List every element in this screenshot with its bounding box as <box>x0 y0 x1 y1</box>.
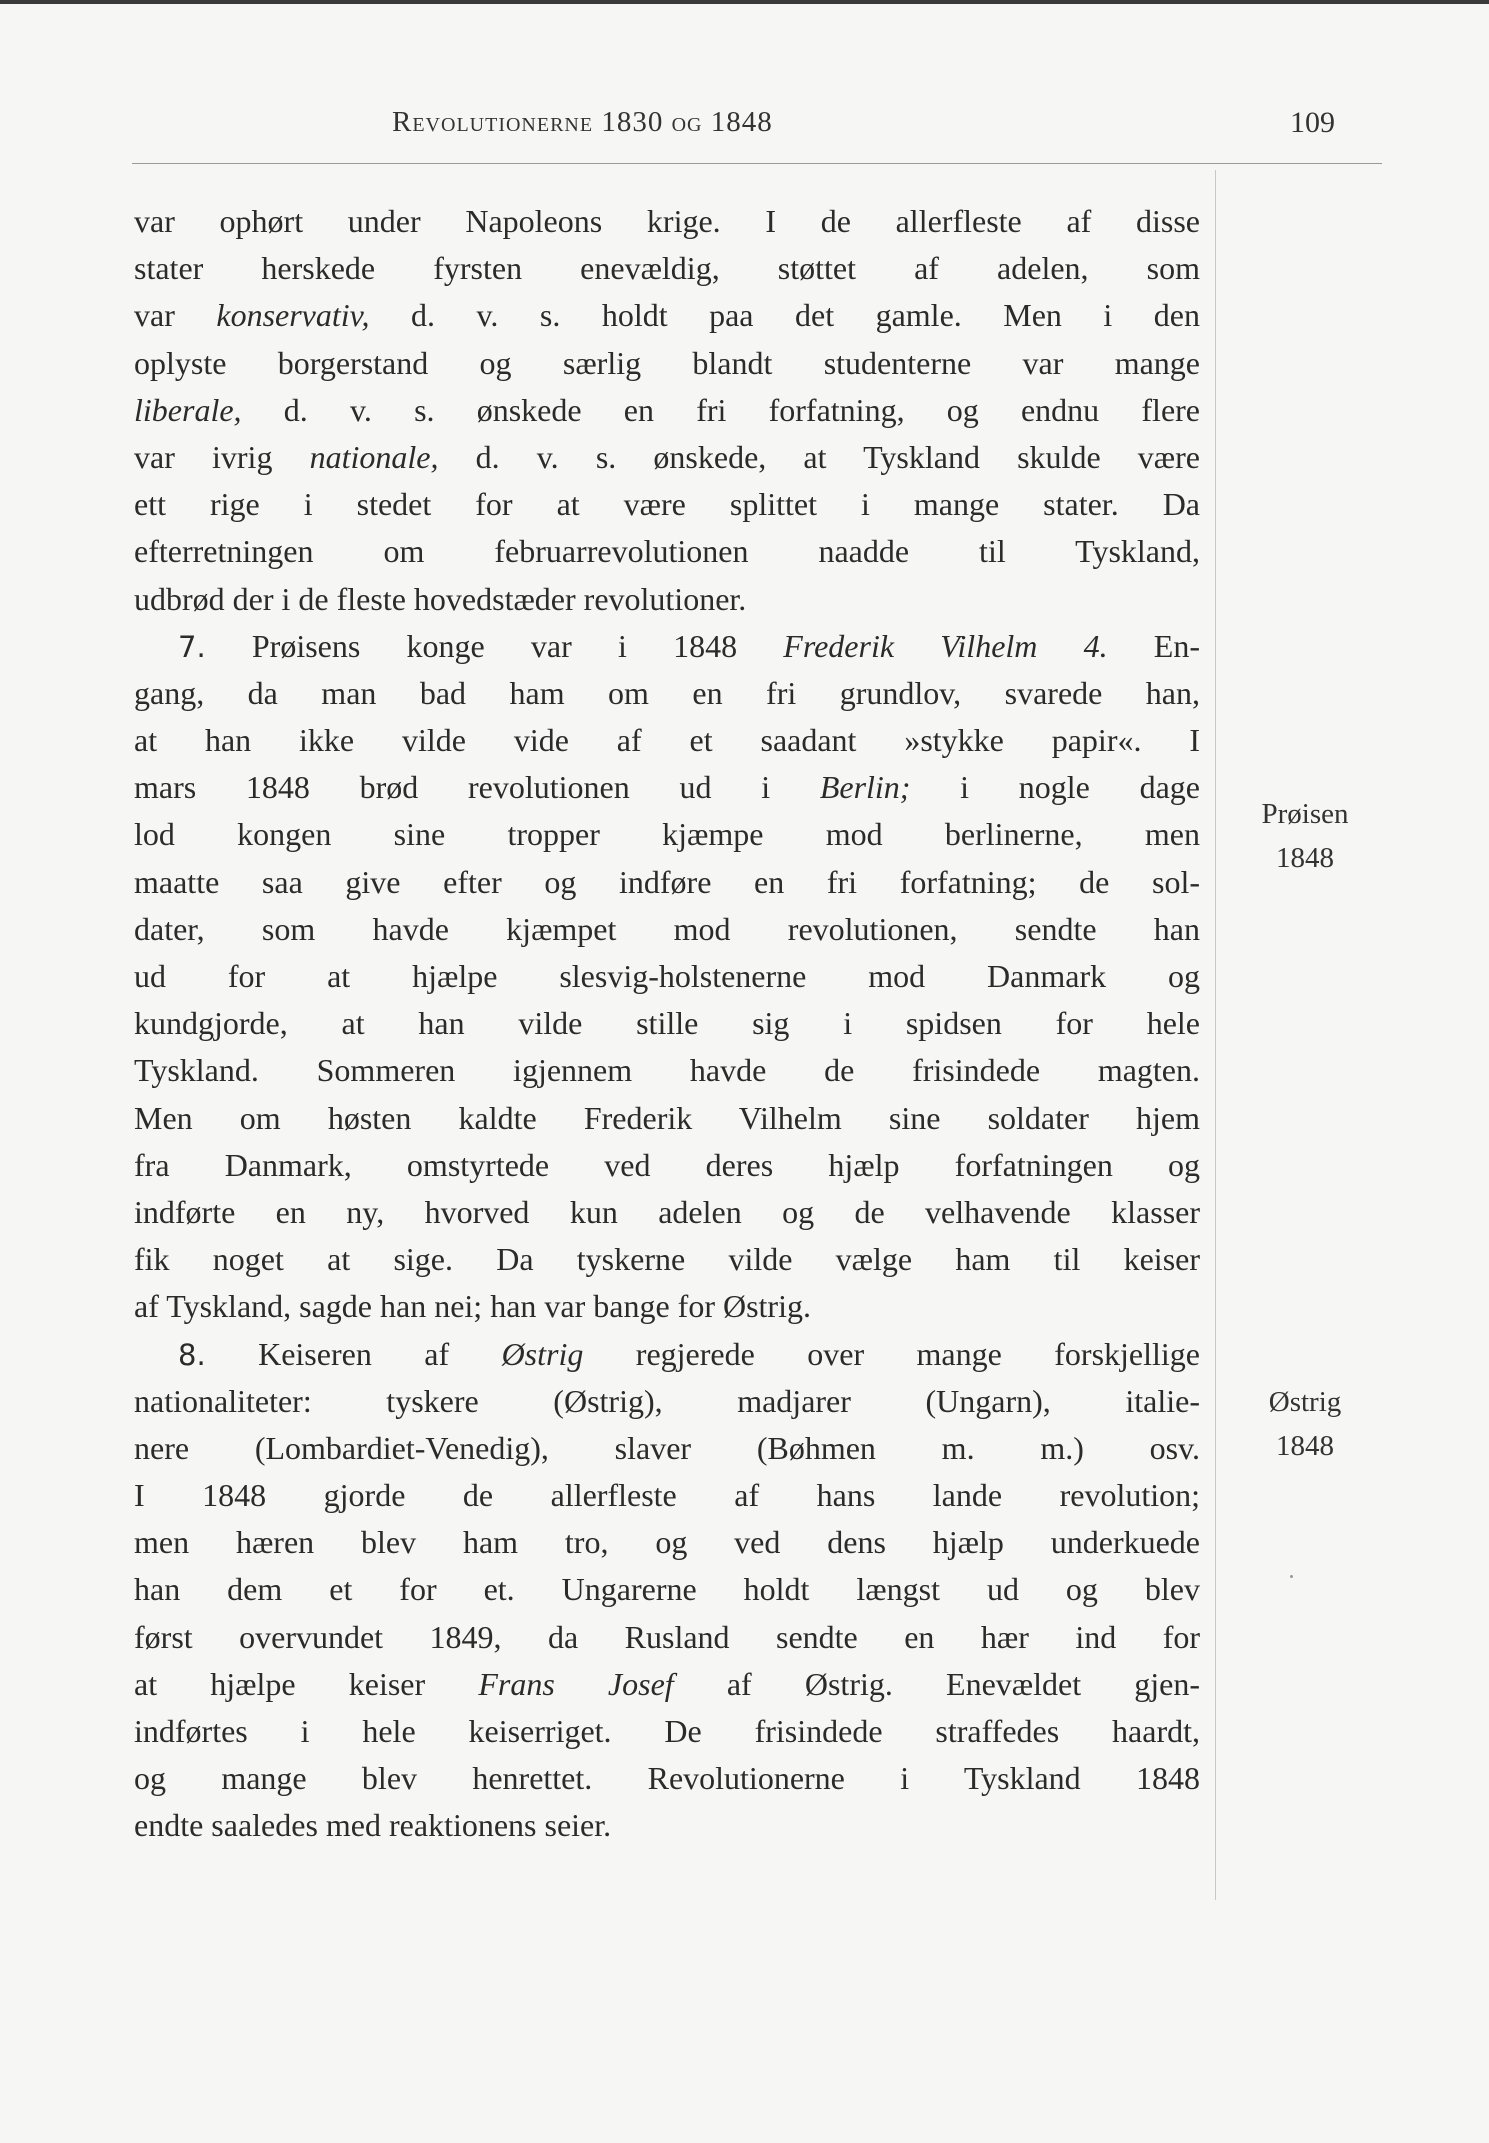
emphasized-text: konservativ, <box>216 297 370 334</box>
paragraph <box>134 1331 1200 1850</box>
text-line: men hæren blev ham tro, og ved dens hjælp underkuede <box>134 1524 1200 1561</box>
text-line: mars 1848 brød revolutionen ud i Berlin; i nogle dage <box>134 769 1201 806</box>
page-number: 109 <box>1290 106 1335 139</box>
text-line: han dem et for et. Ungarerne holdt længst ud og blev <box>134 1571 1200 1608</box>
text-line: var konservativ, d. v. s. holdt paa det gamle. Men i den <box>134 297 1201 334</box>
emphasized-text: Østrig <box>501 1335 584 1372</box>
text-line: først overvundet 1849, da Rusland sendte en hær ind for <box>134 1618 1200 1655</box>
body-text <box>134 198 1200 1850</box>
emphasized-text: nationale, <box>309 438 439 475</box>
page-header <box>0 100 1489 150</box>
text-line: og mange blev henrettet. Revolutionerne i Tyskland 1848 <box>134 1760 1200 1797</box>
text-line: 8. Keiseren af Østrig regjerede over mange forskjellige <box>178 1335 1201 1372</box>
section-number: 8. <box>178 1337 206 1372</box>
header-rule <box>132 163 1382 164</box>
margin-note-year: 1848 <box>1276 842 1334 874</box>
paragraph <box>134 623 1200 1331</box>
text-line: indførte en ny, hvorved kun adelen og de velhavende klasser <box>134 1193 1200 1230</box>
text-line: var ophørt under Napoleons krige. I de allerfleste af disse <box>134 203 1200 239</box>
text-line: oplyste borgerstand og særlig blandt studenterne var mange <box>134 344 1200 381</box>
emphasized-text: liberale, <box>134 391 242 428</box>
section-number: 7. <box>178 629 206 664</box>
text-line: indførtes i hele keiserriget. De frisindede straffedes haardt, <box>134 1713 1200 1749</box>
emphasized-text: Berlin; <box>819 769 911 806</box>
text-line: Men om høsten kaldte Frederik Vilhelm sine soldater hjem <box>134 1099 1200 1136</box>
text-line: fra Danmark, omstyrtede ved deres hjælp forfatningen og <box>134 1146 1200 1183</box>
text-line: ud for at hjælpe slesvig-holstenerne mod Danmark og <box>134 958 1200 994</box>
text-line: I 1848 gjorde de allerfleste af hans lande revolution; <box>134 1477 1200 1514</box>
text-line: af Tyskland, sagde han nei; han var bange for Østrig. <box>134 1288 811 1325</box>
text-line: at han ikke vilde vide af et saadant »stykke papir«. I <box>134 722 1200 759</box>
text-line: gang, da man bad ham om en fri grundlov, svarede han, <box>134 674 1200 711</box>
emphasized-text: Frans Josef <box>478 1665 674 1702</box>
text-line: endte saaledes med reaktionens seier. <box>134 1807 612 1844</box>
text-line: liberale, d. v. s. ønskede en fri forfatning, og endnu flere <box>134 391 1200 428</box>
text-line: dater, som havde kjæmpet mod revolutionen, sendte han <box>134 910 1200 947</box>
text-line: maatte saa give efter og indføre en fri forfatning; de sol- <box>134 863 1200 900</box>
emphasized-text: Frederik Vilhelm 4. <box>783 627 1108 664</box>
page-top-border <box>0 0 1489 4</box>
margin-note-title: Prøisen <box>1261 798 1349 830</box>
paragraph <box>134 198 1200 623</box>
text-line: ett rige i stedet for at være splittet i mange stater. Da <box>134 486 1200 523</box>
paper-speck <box>1290 1575 1293 1578</box>
margin-note-year: 1848 <box>1276 1430 1334 1462</box>
text-line: efterretningen om februarrevolutionen naadde til Tyskland, <box>134 533 1200 570</box>
margin-note-ostrig <box>1235 1380 1375 1468</box>
text-line: stater herskede fyrsten enevældig, støttet af adelen, som <box>134 250 1200 287</box>
margin-gutter-rule <box>1215 170 1216 1900</box>
text-line: nationaliteter: tyskere (Østrig), madjarer (Ungarn), italie- <box>134 1382 1200 1419</box>
text-line: lod kongen sine tropper kjæmpe mod berlinerne, men <box>134 816 1200 853</box>
text-line: Tyskland. Sommeren igjennem havde de frisindede magten. <box>134 1052 1200 1089</box>
margin-note-title: Østrig <box>1268 1386 1342 1418</box>
running-title: Revolutionerne 1830 og 1848 <box>392 106 773 138</box>
text-line: 7. Prøisens konge var i 1848 Frederik Vilhelm 4. En- <box>178 627 1201 664</box>
text-line: var ivrig nationale, d. v. s. ønskede, at Tyskland skulde være <box>134 438 1201 475</box>
text-line: at hjælpe keiser Frans Josef af Østrig. Enevældet gjen- <box>134 1665 1201 1702</box>
text-line: fik noget at sige. Da tyskerne vilde vælge ham til keiser <box>134 1241 1200 1278</box>
text-line: udbrød der i de fleste hovedstæder revolutioner. <box>134 580 747 617</box>
margin-note-proisen <box>1235 792 1375 880</box>
text-line: kundgjorde, at han vilde stille sig i spidsen for hele <box>134 1005 1200 1042</box>
text-line: nere (Lombardiet-Venedig), slaver (Bøhmen m. m.) osv. <box>134 1429 1200 1466</box>
